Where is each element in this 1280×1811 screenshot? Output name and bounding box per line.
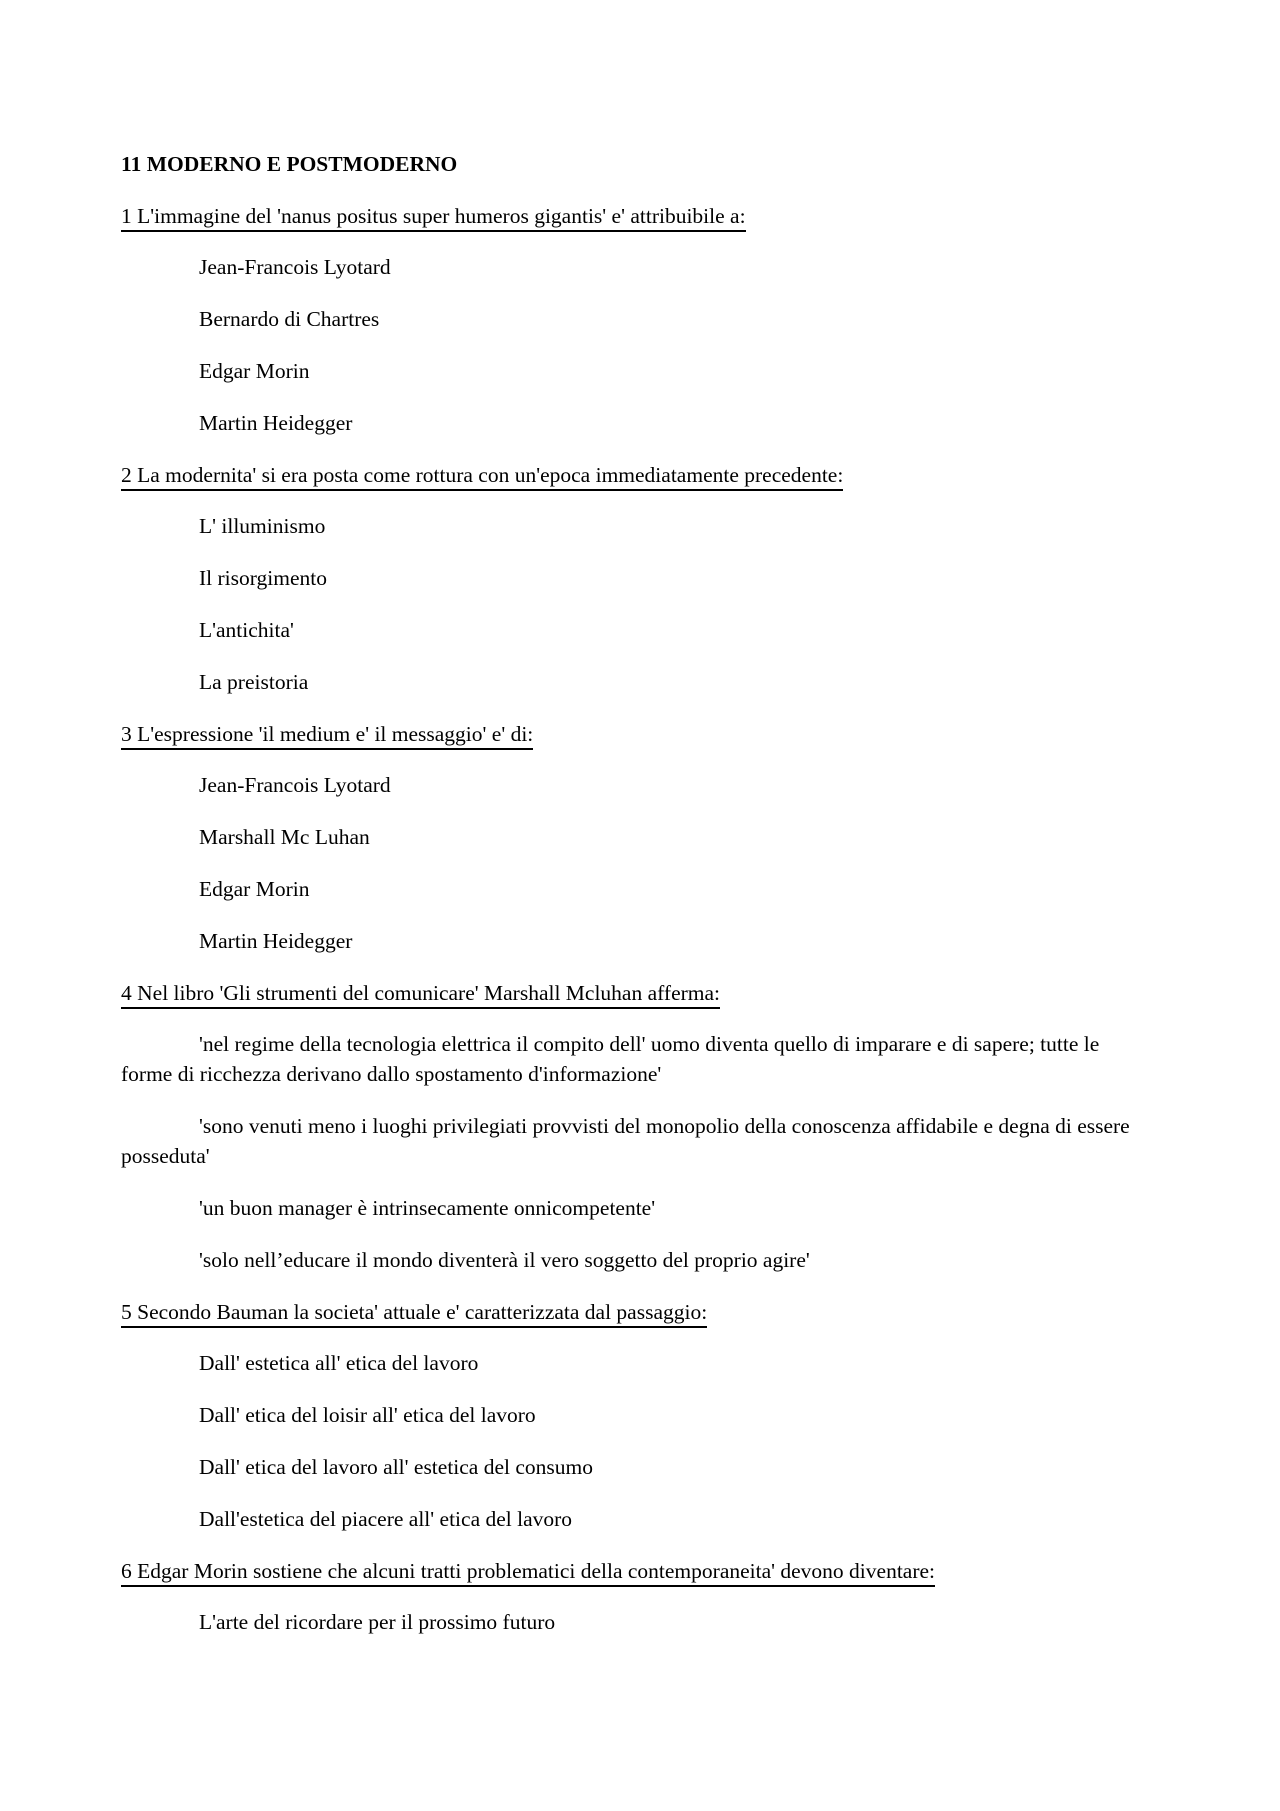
answer-option: Edgar Morin — [199, 877, 310, 901]
answer-option: L'antichita' — [199, 618, 294, 642]
answer-option: Edgar Morin — [199, 359, 310, 383]
answer-option: 'sono venuti meno i luoghi privilegiati provvisti del monopolio della conoscenza affidabile e degna di essere posseduta' — [121, 1114, 1130, 1168]
question-text: 5 Secondo Bauman la societa' attuale e' caratterizzata dal passaggio: — [121, 1299, 707, 1328]
question-block — [121, 1297, 1151, 1328]
question-text: 1 L'immagine del 'nanus positus super humeros gigantis' e' attribuibile a: — [121, 203, 746, 232]
answer-option: Martin Heidegger — [199, 929, 353, 953]
answer-option: L' illuminismo — [199, 514, 326, 538]
answer-option: Jean-Francois Lyotard — [199, 255, 391, 279]
question-block — [121, 978, 1151, 1009]
question-block — [121, 460, 1151, 491]
question-block — [121, 201, 1151, 232]
question-block — [121, 719, 1151, 750]
answer-option: Dall' etica del loisir all' etica del lavoro — [199, 1403, 536, 1427]
document-content — [121, 149, 1151, 1659]
answer-option: La preistoria — [199, 670, 309, 694]
question-text: 6 Edgar Morin sostiene che alcuni tratti problematici della contemporaneita' devono diventare: — [121, 1558, 935, 1587]
question-text: 3 L'espressione 'il medium e' il messaggio' e' di: — [121, 721, 533, 750]
question-text: 2 La modernita' si era posta come rottura con un'epoca immediatamente precedente: — [121, 462, 843, 491]
document-title: 11 MODERNO E POSTMODERNO — [121, 152, 458, 176]
question-text: 4 Nel libro 'Gli strumenti del comunicare' Marshall Mcluhan afferma: — [121, 980, 720, 1009]
answer-option: 'nel regime della tecnologia elettrica il compito dell' uomo diventa quello di imparare e di sapere; tutte le forme di ricchezza derivano dallo spostamento d'informazione' — [121, 1032, 1100, 1086]
answer-option: Dall' etica del lavoro all' estetica del consumo — [199, 1455, 594, 1479]
answer-option: Martin Heidegger — [199, 411, 353, 435]
answer-option: Bernardo di Chartres — [199, 307, 380, 331]
answer-option: Marshall Mc Luhan — [199, 825, 370, 849]
answer-option: 'solo nell’educare il mondo diventerà il vero soggetto del proprio agire' — [199, 1248, 810, 1272]
question-block — [121, 1556, 1151, 1587]
answer-option: L'arte del ricordare per il prossimo futuro — [199, 1610, 556, 1634]
answer-option: 'un buon manager è intrinsecamente onnicompetente' — [199, 1196, 656, 1220]
answer-option: Jean-Francois Lyotard — [199, 773, 391, 797]
answer-option: Dall'estetica del piacere all' etica del lavoro — [199, 1507, 573, 1531]
answer-option: Dall' estetica all' etica del lavoro — [199, 1351, 479, 1375]
answer-option: Il risorgimento — [199, 566, 327, 590]
